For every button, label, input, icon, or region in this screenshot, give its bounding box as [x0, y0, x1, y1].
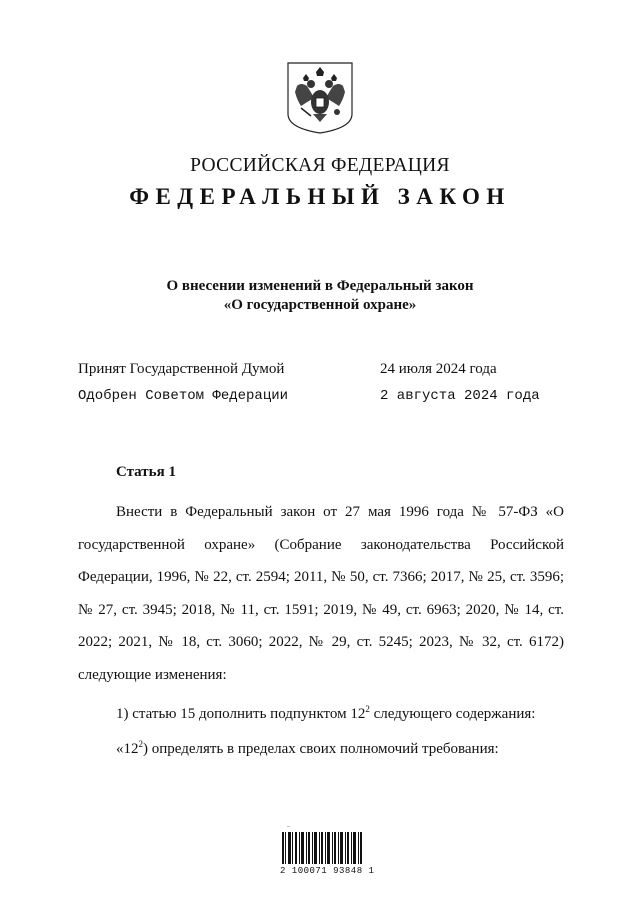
svg-text:~: ~ [287, 825, 290, 830]
item-1-text-suffix: следующего содержания: [369, 706, 536, 722]
country-name: РОССИЙСКАЯ ФЕДЕРАЦИЯ [190, 155, 450, 176]
law-title-line-2: «О государственной охране» [223, 297, 417, 313]
law-title-line-1: О внесении изменений в Федеральный закон [166, 278, 474, 294]
article-intro-paragraph: Внести в Федеральный закон от 27 мая 1996 года № 57-ФЗ «О государственной охране» (Собрание законодательства Российской Федерации, 1996, № 22, ст. 2594; 2011, № 50, ст. 7366; 2017, № 25, ст. 3596; № 27, ст. 3945; 2018, № 11, ст. 1591; 2019, № 49, ст. 6963; 2020, № 14, ст. 2022; 2021, № 18, ст. 3060; 2022, № 29, ст. 5245; 2023, № 32, ст. 6172) следующие изменения: [78, 504, 564, 683]
approved-by-federation-council-label: Одобрен Советом Федерации [78, 388, 289, 404]
article-heading: Статья 1 [116, 464, 176, 480]
adopted-by-duma-label: Принят Государственной Думой [78, 361, 285, 377]
barcode-number: 2 100071 93848 1 [280, 866, 375, 876]
amendment-item-2 [116, 741, 499, 758]
item-2-text-suffix: ) определять в пределах своих полномочий требования: [143, 741, 499, 757]
item-1-text: 1) статью 15 дополнить подпунктом 12 [116, 706, 366, 722]
amendment-item-1 [116, 706, 535, 723]
adopted-by-duma-date: 24 июля 2024 года [380, 361, 497, 377]
item-2-superscript: 2 [138, 739, 143, 749]
approved-by-federation-council-date: 2 августа 2024 года [380, 388, 540, 404]
law-title [0, 277, 640, 315]
law-type-heading: ФЕДЕРАЛЬНЫЙ ЗАКОН [129, 184, 511, 209]
item-2-text: «12 [116, 741, 139, 757]
coat-of-arms-icon [287, 62, 353, 134]
item-1-superscript: 2 [365, 704, 370, 714]
